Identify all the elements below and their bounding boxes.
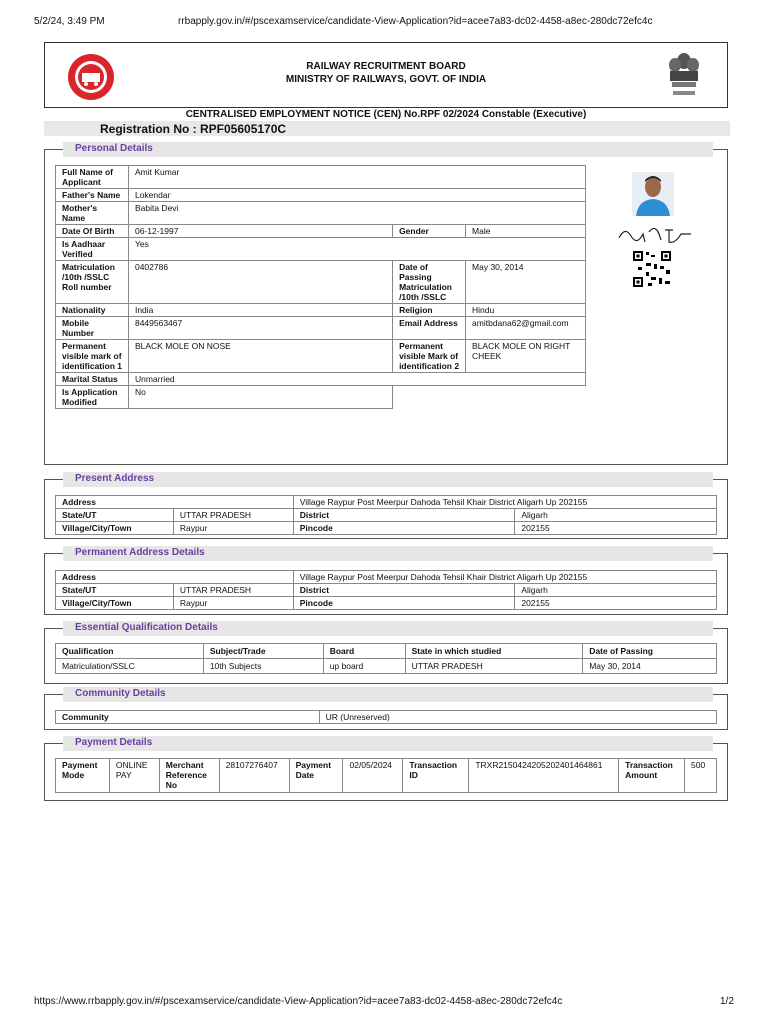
modified-value: No	[128, 386, 392, 409]
marital-value: Unmarried	[128, 373, 585, 386]
field-label: Payment Mode	[56, 759, 110, 793]
table-row	[56, 340, 586, 373]
table-row	[56, 261, 586, 304]
header-banner	[44, 42, 728, 108]
community-table	[55, 710, 717, 724]
column-header: Qualification	[56, 644, 204, 659]
mark2-value: BLACK MOLE ON RIGHT CHEEK	[466, 340, 586, 373]
field-label: District	[293, 509, 515, 522]
field-label: Transaction ID	[403, 759, 469, 793]
field-label: Address	[56, 496, 294, 509]
national-emblem-icon	[663, 49, 705, 103]
field-label: Transaction Amount	[619, 759, 685, 793]
table-row	[56, 386, 586, 409]
column-header: Subject/Trade	[203, 644, 323, 659]
father-name-value: Lokendar	[128, 189, 585, 202]
personal-details-section	[44, 143, 728, 465]
table-row	[56, 597, 717, 610]
transaction-amount-value: 500	[685, 759, 717, 793]
religion-value: Hindu	[466, 304, 586, 317]
table-cell: UTTAR PRADESH	[405, 659, 583, 674]
district-value: Aligarh	[515, 584, 717, 597]
community-section	[44, 688, 728, 730]
full-name-value: Amit Kumar	[128, 166, 585, 189]
table-cell: 10th Subjects	[203, 659, 323, 674]
district-value: Aligarh	[515, 509, 717, 522]
table-header-row	[56, 644, 717, 659]
qualification-section	[44, 622, 728, 684]
qualification-table	[55, 643, 717, 674]
section-heading	[63, 142, 713, 157]
transaction-id-value: TRXR2150424205202401464861	[469, 759, 619, 793]
field-label: Village/City/Town	[56, 597, 174, 610]
section-heading	[63, 687, 713, 702]
personal-details-title: Personal Details	[75, 143, 153, 154]
village-value: Raypur	[173, 597, 293, 610]
field-label: Permanent visible mark of identification 1	[56, 340, 129, 373]
field-label: Marital Status	[56, 373, 129, 386]
merchant-ref-value: 28107276407	[219, 759, 289, 793]
print-footer-url: https://www.rrbapply.gov.in/#/pscexamservice/candidate-View-Application?id=acee7a83-dc02-4458-a8ec-280dc72efc4c	[34, 996, 563, 1007]
table-row	[56, 659, 717, 674]
field-label: Permanent visible Mark of identification 2	[393, 340, 466, 373]
section-heading	[63, 472, 713, 487]
empty-cell	[393, 386, 586, 409]
notice-title: CENTRALISED EMPLOYMENT NOTICE (CEN) No.RPF 02/2024 Constable (Executive)	[185, 109, 587, 120]
pincode-value: 202155	[515, 597, 717, 610]
permanent-address-title: Permanent Address Details	[75, 547, 205, 558]
present-address-title: Present Address	[75, 473, 155, 484]
aadhaar-value: Yes	[128, 238, 585, 261]
table-row	[56, 225, 586, 238]
field-label: Email Address	[393, 317, 466, 340]
email-value: amitbdana62@gmail.com	[466, 317, 586, 340]
field-label: Mother's Name	[56, 202, 129, 225]
table-row	[56, 166, 586, 189]
field-label: Religion	[393, 304, 466, 317]
field-label: Date Of Birth	[56, 225, 129, 238]
pincode-value: 202155	[515, 522, 717, 535]
state-value: UTTAR PRADESH	[173, 584, 293, 597]
field-label: Address	[56, 571, 294, 584]
field-label: Is Aadhaar Verified	[56, 238, 129, 261]
table-cell: Matriculation/SSLC	[56, 659, 204, 674]
org-line-2: MINISTRY OF RAILWAYS, GOVT. OF INDIA	[285, 74, 487, 85]
permanent-address-table	[55, 570, 717, 610]
mark1-value: BLACK MOLE ON NOSE	[128, 340, 392, 373]
permanent-address-section	[44, 547, 728, 615]
applicant-photo-icon	[632, 172, 674, 216]
payment-date-value: 02/05/2024	[343, 759, 403, 793]
table-row	[56, 317, 586, 340]
section-heading	[63, 621, 713, 636]
present-address-section	[44, 473, 728, 539]
present-address-table	[55, 495, 717, 535]
qr-code-icon	[632, 250, 672, 288]
roll-number-value: 0402786	[128, 261, 392, 304]
table-row	[56, 373, 586, 386]
table-row	[56, 571, 717, 584]
table-row	[56, 189, 586, 202]
table-row	[56, 496, 717, 509]
section-heading	[63, 736, 713, 751]
field-label: Full Name of Applicant	[56, 166, 129, 189]
community-value: UR (Unreserved)	[319, 711, 716, 724]
field-label: Nationality	[56, 304, 129, 317]
gender-value: Male	[466, 225, 586, 238]
column-header: Date of Passing	[583, 644, 717, 659]
field-label: Pincode	[293, 597, 515, 610]
community-title: Community Details	[75, 688, 166, 699]
column-header: Board	[323, 644, 405, 659]
field-label: Community	[56, 711, 320, 724]
payment-title: Payment Details	[75, 737, 153, 748]
field-label: Payment Date	[289, 759, 343, 793]
table-row	[56, 304, 586, 317]
nationality-value: India	[128, 304, 392, 317]
village-value: Raypur	[173, 522, 293, 535]
table-row	[56, 759, 717, 793]
field-label: State/UT	[56, 584, 174, 597]
mobile-value: 8449563467	[128, 317, 392, 340]
table-row	[56, 509, 717, 522]
field-label: Pincode	[293, 522, 515, 535]
org-line-1: RAILWAY RECRUITMENT BOARD	[306, 61, 466, 72]
payment-table	[55, 758, 717, 793]
registration-number: Registration No : RPF05605170C	[100, 122, 287, 136]
print-datetime: 5/2/24, 3:49 PM	[34, 16, 105, 27]
table-row	[56, 522, 717, 535]
field-label: Is Application Modified	[56, 386, 129, 409]
table-cell: May 30, 2014	[583, 659, 717, 674]
permanent-address-value: Village Raypur Post Meerpur Dahoda Tehsil Khair District Aligarh Up 202155	[293, 571, 716, 584]
field-label: Father's Name	[56, 189, 129, 202]
print-header-url: rrbapply.gov.in/#/pscexamservice/candidate-View-Application?id=acee7a83-dc02-4458-a8ec-280dc72efc4c	[178, 16, 653, 27]
section-heading	[63, 546, 713, 561]
qualification-title: Essential Qualification Details	[75, 622, 218, 633]
dob-value: 06-12-1997	[128, 225, 392, 238]
mother-name-value: Babita Devi	[128, 202, 585, 225]
present-address-value: Village Raypur Post Meerpur Dahoda Tehsil Khair District Aligarh Up 202155	[293, 496, 716, 509]
field-label: Merchant Reference No	[159, 759, 219, 793]
page-number: 1/2	[720, 996, 734, 1007]
payment-section	[44, 737, 728, 801]
payment-mode-value: ONLINE PAY	[109, 759, 159, 793]
column-header: State in which studied	[405, 644, 583, 659]
state-value: UTTAR PRADESH	[173, 509, 293, 522]
field-label: Mobile Number	[56, 317, 129, 340]
table-row	[56, 238, 586, 261]
field-label: Matriculation /10th /SSLC Roll number	[56, 261, 129, 304]
field-label: Date of Passing Matriculation /10th /SSLC	[393, 261, 466, 304]
personal-details-table	[55, 165, 586, 409]
table-row	[56, 711, 717, 724]
field-label: District	[293, 584, 515, 597]
passing-date-value: May 30, 2014	[466, 261, 586, 304]
field-label: Village/City/Town	[56, 522, 174, 535]
table-row	[56, 584, 717, 597]
field-label: Gender	[393, 225, 466, 238]
table-cell: up board	[323, 659, 405, 674]
table-row	[56, 202, 586, 225]
applicant-signature-icon	[615, 222, 695, 248]
field-label: State/UT	[56, 509, 174, 522]
